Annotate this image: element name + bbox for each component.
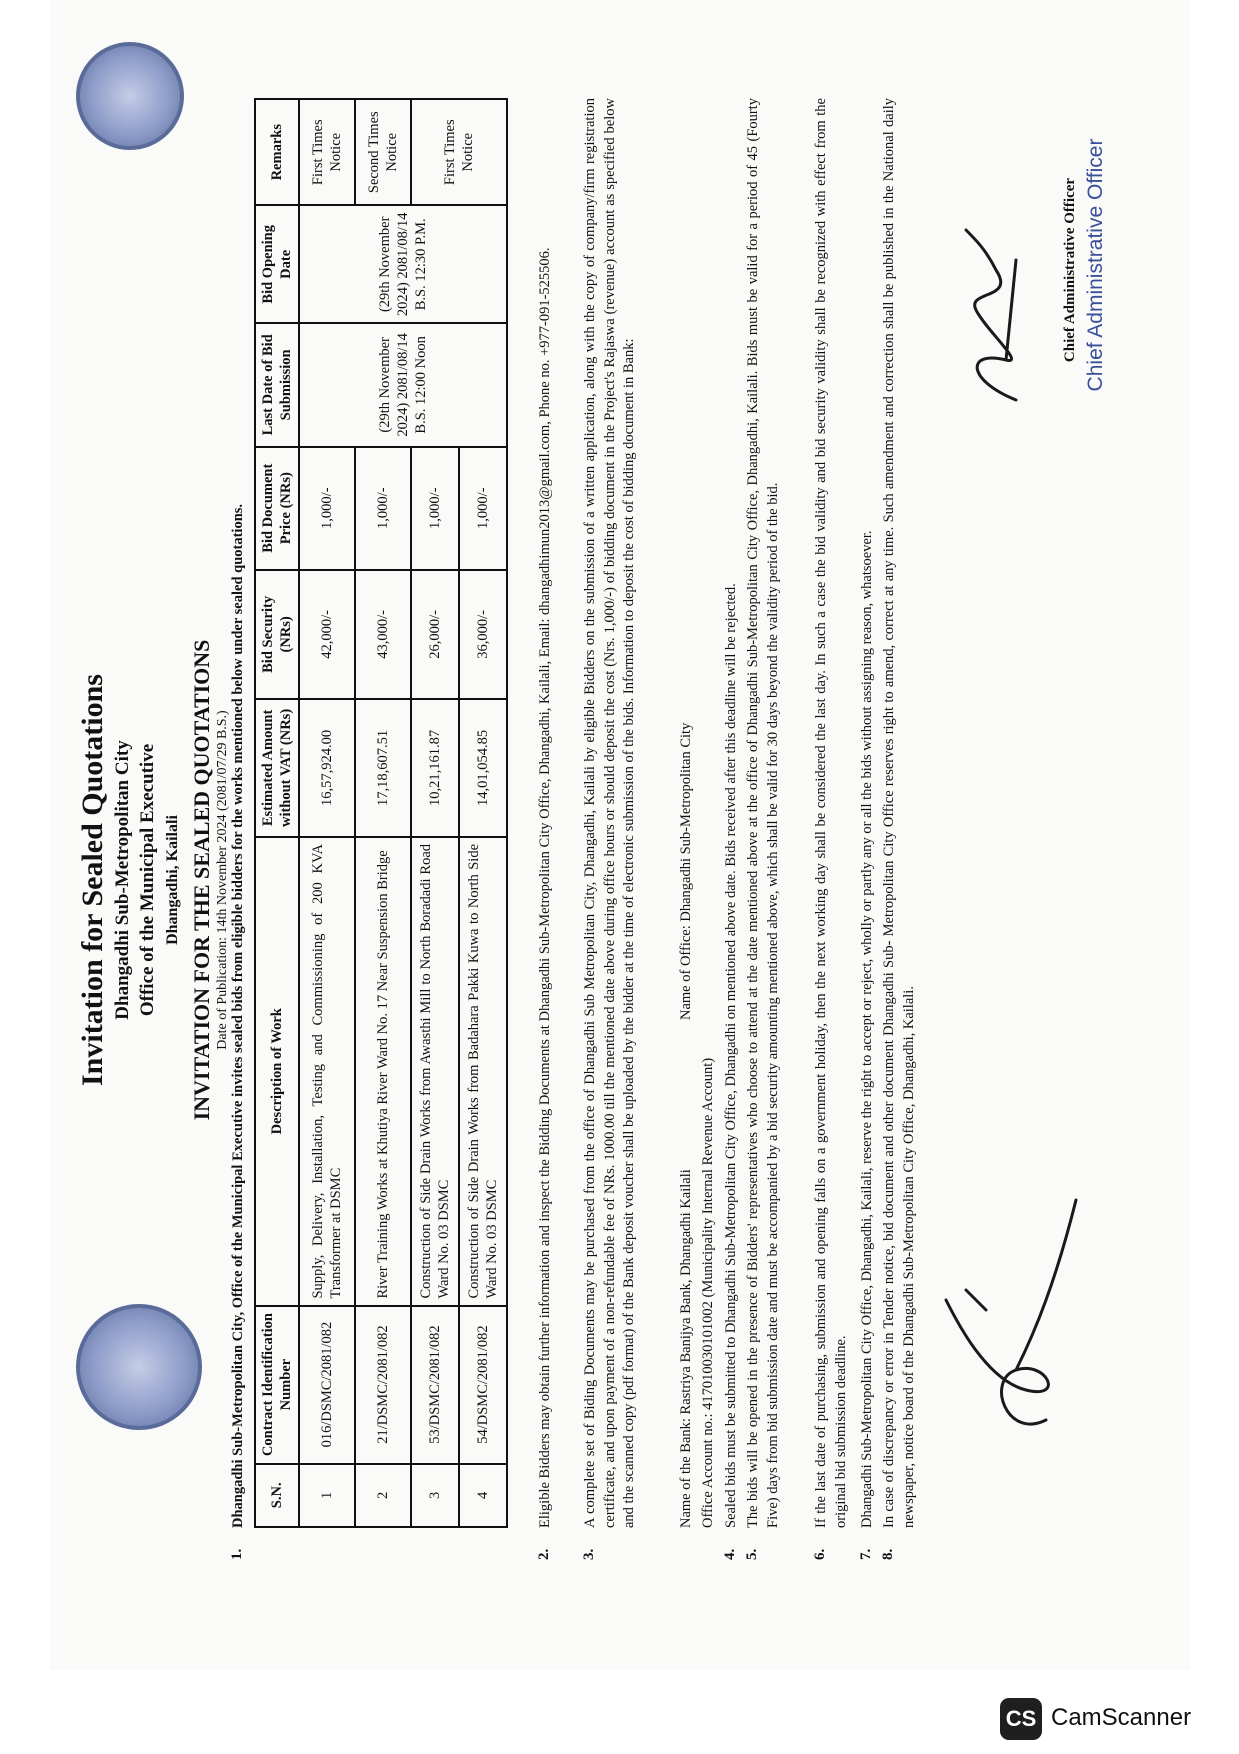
section-3-text: A complete set of Biding Documents may be purchased from the office of Dhangadhi Sub Metropolitan City, Dhangadhi, Kailali by eligible Bidders on the submission of a written application, along with the copy of company/firm registration certificate, and upon payment of a non-refundable fee of NRs. 1000.00 till the mentioned date above during office hours or should deposit the cost (Nrs. 1,000/-) of bidding document in the Project's Rajaswa (revenue) account as specified below and the scanned copy (pdf format) of the Bank deposit voucher shall be uploaded by the bidder at the time of electronic submission of the bids. Information to deposit the cost of bidding document in Bank: xyxy=(582,98,637,1528)
invitation-heading: INVITATION FOR THE SEALED QUOTATIONS xyxy=(189,639,214,1121)
cell-description: Construction of Side Drain Works from Badahara Pakki Kuwa to North Side Ward No. 03 DSMC xyxy=(459,837,507,1306)
table-header-row xyxy=(255,99,299,1527)
section-4-number: 4. xyxy=(722,1548,738,1560)
cell-contract: 016/DSMC/2081/082 xyxy=(299,1306,355,1464)
section-7-number: 7. xyxy=(858,1548,874,1560)
cell-price: 1,000/- xyxy=(299,447,355,570)
header-remarks: Remarks xyxy=(255,99,299,205)
header-description: Description of Work xyxy=(255,837,299,1306)
header-last-date: Last Date of Bid Submission xyxy=(255,323,299,446)
officer-stamp: Chief Administrative Officer xyxy=(1084,138,1107,392)
header-sn: S.N. xyxy=(255,1464,299,1527)
section-1-text: Dhangadhi Sub-Metropolitan City, Office of the Municipal Executive invites sealed bids from eligible bidders for the works mentioned below under sealed quotations. xyxy=(230,503,246,1528)
cell-security: 26,000/- xyxy=(411,570,459,699)
cell-security: 42,000/- xyxy=(299,570,355,699)
contact-email-link[interactable]: dhangadhimun2013@gmail.com xyxy=(537,424,553,615)
header-price: Bid Document Price (NRs) xyxy=(255,447,299,570)
section-2-text xyxy=(536,98,556,1528)
bank-name: Name of the Bank: Rastriya Banijya Bank, Dhangadhi Kailali xyxy=(678,1169,694,1528)
rotated-document xyxy=(66,100,1206,1660)
cell-estimated: 14,01,054.85 xyxy=(459,699,507,837)
left-signature-icon xyxy=(926,1160,1096,1460)
section-3-number: 3. xyxy=(581,1548,597,1560)
section-2-body: Eligible Bidders may obtain further information and inspect the Bidding Documents at Dhangadhi Sub-Metropolitan City Office, Dhangadhi, Kailali, Email: xyxy=(537,618,553,1528)
section-5-number: 5. xyxy=(744,1548,760,1560)
section-6-number: 6. xyxy=(812,1548,828,1560)
section-2-number: 2. xyxy=(536,1548,552,1560)
signatory-title: Chief Administrative Officer xyxy=(1062,177,1078,363)
office-location: Dhangadhi, Kailali xyxy=(164,815,181,945)
cell-estimated: 16,57,924.00 xyxy=(299,699,355,837)
office-name: Office of the Municipal Executive xyxy=(137,743,158,1017)
cell-remarks: Second Times Notice xyxy=(355,99,411,205)
document-title: Invitation for Sealed Quotations xyxy=(76,674,109,1086)
cell-contract: 54/DSMC/2081/082 xyxy=(459,1306,507,1464)
camscanner-logo-icon: CS xyxy=(1000,1698,1042,1740)
section-5-text: The bids will be opened in the presence of Bidders' representatives who choose to attend at the date mentioned above at the office of Dhangadhi Sub-Metropolitan City Office, Dhangadhi, Kailali. Bids must be valid for a period of 45 (Fourty Five) days from bid submission date and must be accompanied by a bid security amounting mentioned above, which shall be valid for 30 days beyond the validity period of the bid. xyxy=(745,98,781,1528)
header-estimated: Estimated Amount without VAT (NRs) xyxy=(255,699,299,837)
publication-date: Date of Publication: 14th November 2024 (2081/07/29 B.S.) xyxy=(215,710,230,1050)
cell-description: Supply, Delivery, Installation, Testing and Commissioning of 200 KVA Transformer at DSMC xyxy=(299,837,355,1306)
header-contract: Contract Identification Number xyxy=(255,1306,299,1464)
camscanner-watermark: CamScanner xyxy=(1051,1704,1192,1731)
document-header xyxy=(76,100,231,1660)
bids-table xyxy=(254,98,508,1528)
cell-sn: 4 xyxy=(459,1464,507,1527)
cell-estimated: 17,18,607.51 xyxy=(355,699,411,837)
cell-security: 36,000/- xyxy=(459,570,507,699)
cell-contract: 21/DSMC/2081/082 xyxy=(355,1306,411,1464)
cell-sn: 2 xyxy=(355,1464,411,1527)
cell-description: Construction of Side Drain Works from Awasthi Mill to North Boradadi Road Ward No. 03 DSMC xyxy=(411,837,459,1306)
cell-price: 1,000/- xyxy=(411,447,459,570)
section-6-text: If the last date of purchasing, submission and opening falls on a government holiday, then the next working day shall be considered the last day. In such a case the bid validity and bid security validity shall be recognized with effect from the original bid submission deadline. xyxy=(813,98,849,1528)
cell-price: 1,000/- xyxy=(459,447,507,570)
cell-estimated: 10,21,161.87 xyxy=(411,699,459,837)
section-8-number: 8. xyxy=(880,1548,896,1560)
cell-remarks: First Times Notice xyxy=(411,99,507,205)
cell-sn: 1 xyxy=(299,1464,355,1527)
section-1-number: 1. xyxy=(229,1548,245,1560)
cell-security: 43,000/- xyxy=(355,570,411,699)
cell-description: River Training Works at Khutiya River Ward No. 17 Near Suspension Bridge xyxy=(355,837,411,1306)
header-opening: Bid Opening Date xyxy=(255,205,299,323)
cell-price: 1,000/- xyxy=(355,447,411,570)
section-4-text: Sealed bids must be submitted to Dhangadhi Sub-Metropolitan City Office, Dhangadhi on mentioned above date. Bids received after this deadline will be rejected. xyxy=(723,583,739,1528)
header-security: Bid Security (NRs) xyxy=(255,570,299,699)
cell-contract: 53/DSMC/2081/082 xyxy=(411,1306,459,1464)
contact-phone: , Phone no. +977-091-525506. xyxy=(537,247,553,425)
officer-signature-icon xyxy=(946,220,1046,420)
office-account-name: Name of Office: Dhangadhi Sub-Metropolitan City xyxy=(678,722,694,1020)
section-7-text: Dhangadhi Sub-Metropolitan City Office, Dhangadhi, Kailali, reserve the right to accept or reject, wholly or partly any or all the bids without assigning reason, whatsoever. xyxy=(859,530,875,1528)
cell-remarks: First Times Notice xyxy=(299,99,355,205)
table-row xyxy=(299,99,355,1527)
cell-last-date: (29th November 2024) 2081/08/14 B.S. 12:00 Noon xyxy=(299,323,507,446)
section-8-text: In case of discrepancy or error in Tender notice, bid document and other document Dhangadhi Sub- Metropolitan City Office reserves right to amend, correct at any time. Such amendment and correction shall be published in the National daily newspaper, notice board of the Dhangadhi Sub-Metropolitan City Office, Dhangadhi, Kailali. xyxy=(881,98,917,1528)
org-name: Dhangadhi Sub-Metropolitan City xyxy=(112,740,133,1020)
cell-opening: (29th November 2024) 2081/08/14 B.S. 12:30 P.M. xyxy=(299,205,507,323)
office-account-number: Office Account no.: 417010030101002 (Municipality Internal Revenue Account) xyxy=(700,1057,716,1528)
cell-sn: 3 xyxy=(411,1464,459,1527)
